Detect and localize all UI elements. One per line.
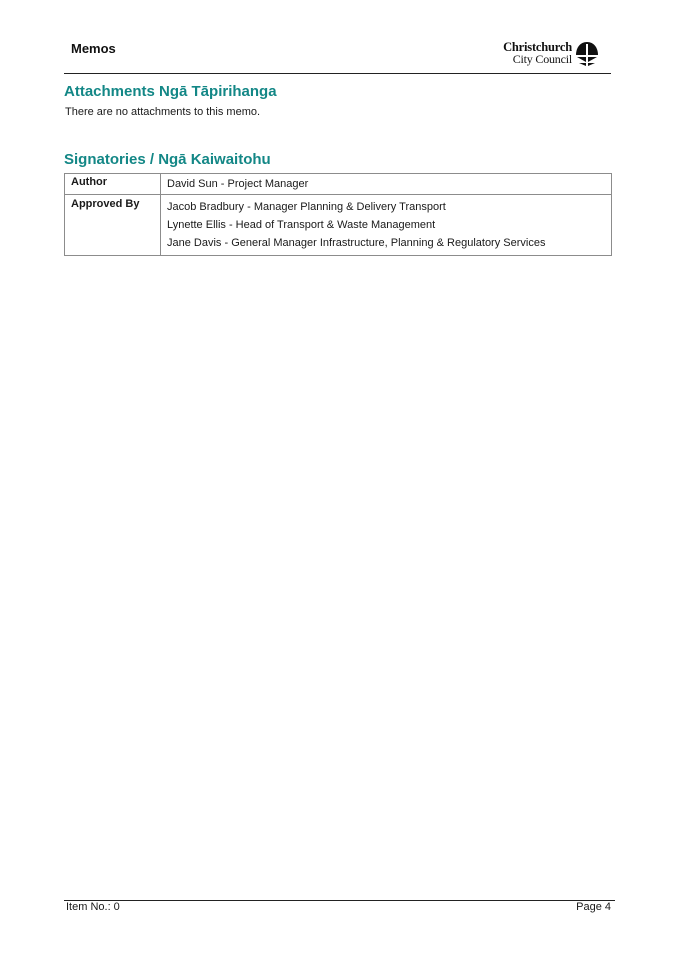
signatories-table <box>64 173 612 256</box>
author-value <box>161 174 612 195</box>
item-number: Item No.: 0 <box>66 901 120 913</box>
council-logo <box>496 41 600 69</box>
footer-divider <box>64 900 615 901</box>
logo-wordmark <box>496 41 572 65</box>
header-divider <box>64 73 611 74</box>
table-row-approved-by <box>65 195 612 256</box>
signatories-heading: Signatories / Ngā Kaiwaitohu <box>64 151 271 168</box>
approved-by-label: Approved By <box>65 195 161 256</box>
approved-by-value <box>161 195 612 256</box>
page-header-title: Memos <box>71 41 116 56</box>
author-name: David Sun - Project Manager <box>167 178 309 190</box>
approver-3: Jane Davis - General Manager Infrastructure, Planning & Regulatory Services <box>167 237 546 249</box>
approver-2: Lynette Ellis - Head of Transport & Waste Management <box>167 219 436 231</box>
table-row-author <box>65 174 612 195</box>
author-label: Author <box>65 174 161 195</box>
logo-line-1: Christchurch <box>503 40 572 54</box>
attachments-note: There are no attachments to this memo. <box>65 106 261 118</box>
page-number: Page 4 <box>576 901 611 913</box>
logo-line-2: City Council <box>512 52 572 66</box>
approver-1: Jacob Bradbury - Manager Planning & Delivery Transport <box>167 201 446 213</box>
attachments-heading: Attachments Ngā Tāpirihanga <box>64 83 277 100</box>
christchurch-cathedral-mark-icon <box>575 41 599 68</box>
